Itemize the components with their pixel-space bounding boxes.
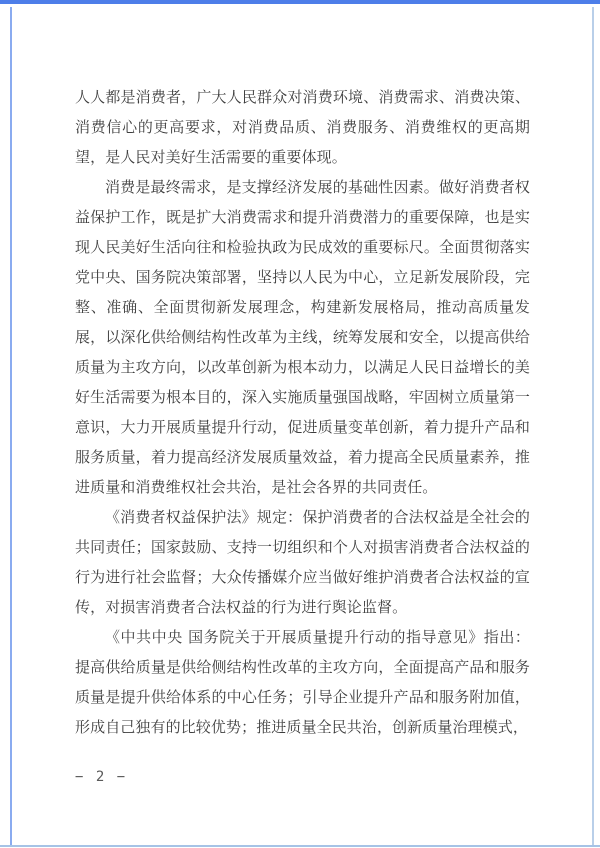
page-left-border — [10, 7, 12, 845]
page-bottom-border — [0, 845, 600, 847]
page-number: − 2 − — [75, 769, 128, 785]
body-paragraph: 《消费者权益保护法》规定：保护消费者的合法权益是全社会的共同责任；国家鼓励、支持一切组织和个人对损害消费者合法权益的行为进行社会监督；大众传播媒介应当做好维护消费者合法权益的宣传，对损害消费者合法权益的行为进行舆论监督。 — [75, 508, 530, 616]
body-paragraph-continuation: 人人都是消费者，广大人民群众对消费环境、消费需求、消费决策、消费信心的更高要求，对消费品质、消费服务、消费维权的更高期望，是人民对美好生活需要的重要体现。 — [75, 88, 530, 166]
body-paragraph: 消费是最终需求，是支撑经济发展的基础性因素。做好消费者权益保护工作，既是扩大消费需求和提升消费潜力的重要保障，也是实现人民美好生活向往和检验执政为民成效的重要标尺。全面贯彻落实党中央、国务院决策部署，坚持以人民为中心，立足新发展阶段，完整、准确、全面贯彻新发展理念，构建新发展格局，推动高质量发展，以深化供给侧结构性改革为主线，统筹发展和安全，以提高供给质量为主攻方向，以改革创新为根本动力，以满足人民日益增长的美好生活需要为根本目的，深入实施质量强国战略，牢固树立质量第一意识，大力开展质量提升行动，促进质量变革创新，着力提升产品和服务质量，着力提高经济发展质量效益，着力提高全民质量素养，推进质量和消费维权社会共治，是社会各界的共同责任。 — [75, 178, 530, 496]
body-paragraph: 《中共中央 国务院关于开展质量提升行动的指导意见》指出：提高供给质量是供给侧结构性改革的主攻方向，全面提高产品和服务质量是提升供给体系的中心任务；引导企业提升产品和服务附加值，形成自己独有的比较优势；推进质量全民共治，创新质量治理模式， — [75, 628, 530, 736]
document-body — [75, 82, 530, 742]
page-right-border — [592, 7, 594, 845]
page-top-border — [0, 0, 600, 4]
